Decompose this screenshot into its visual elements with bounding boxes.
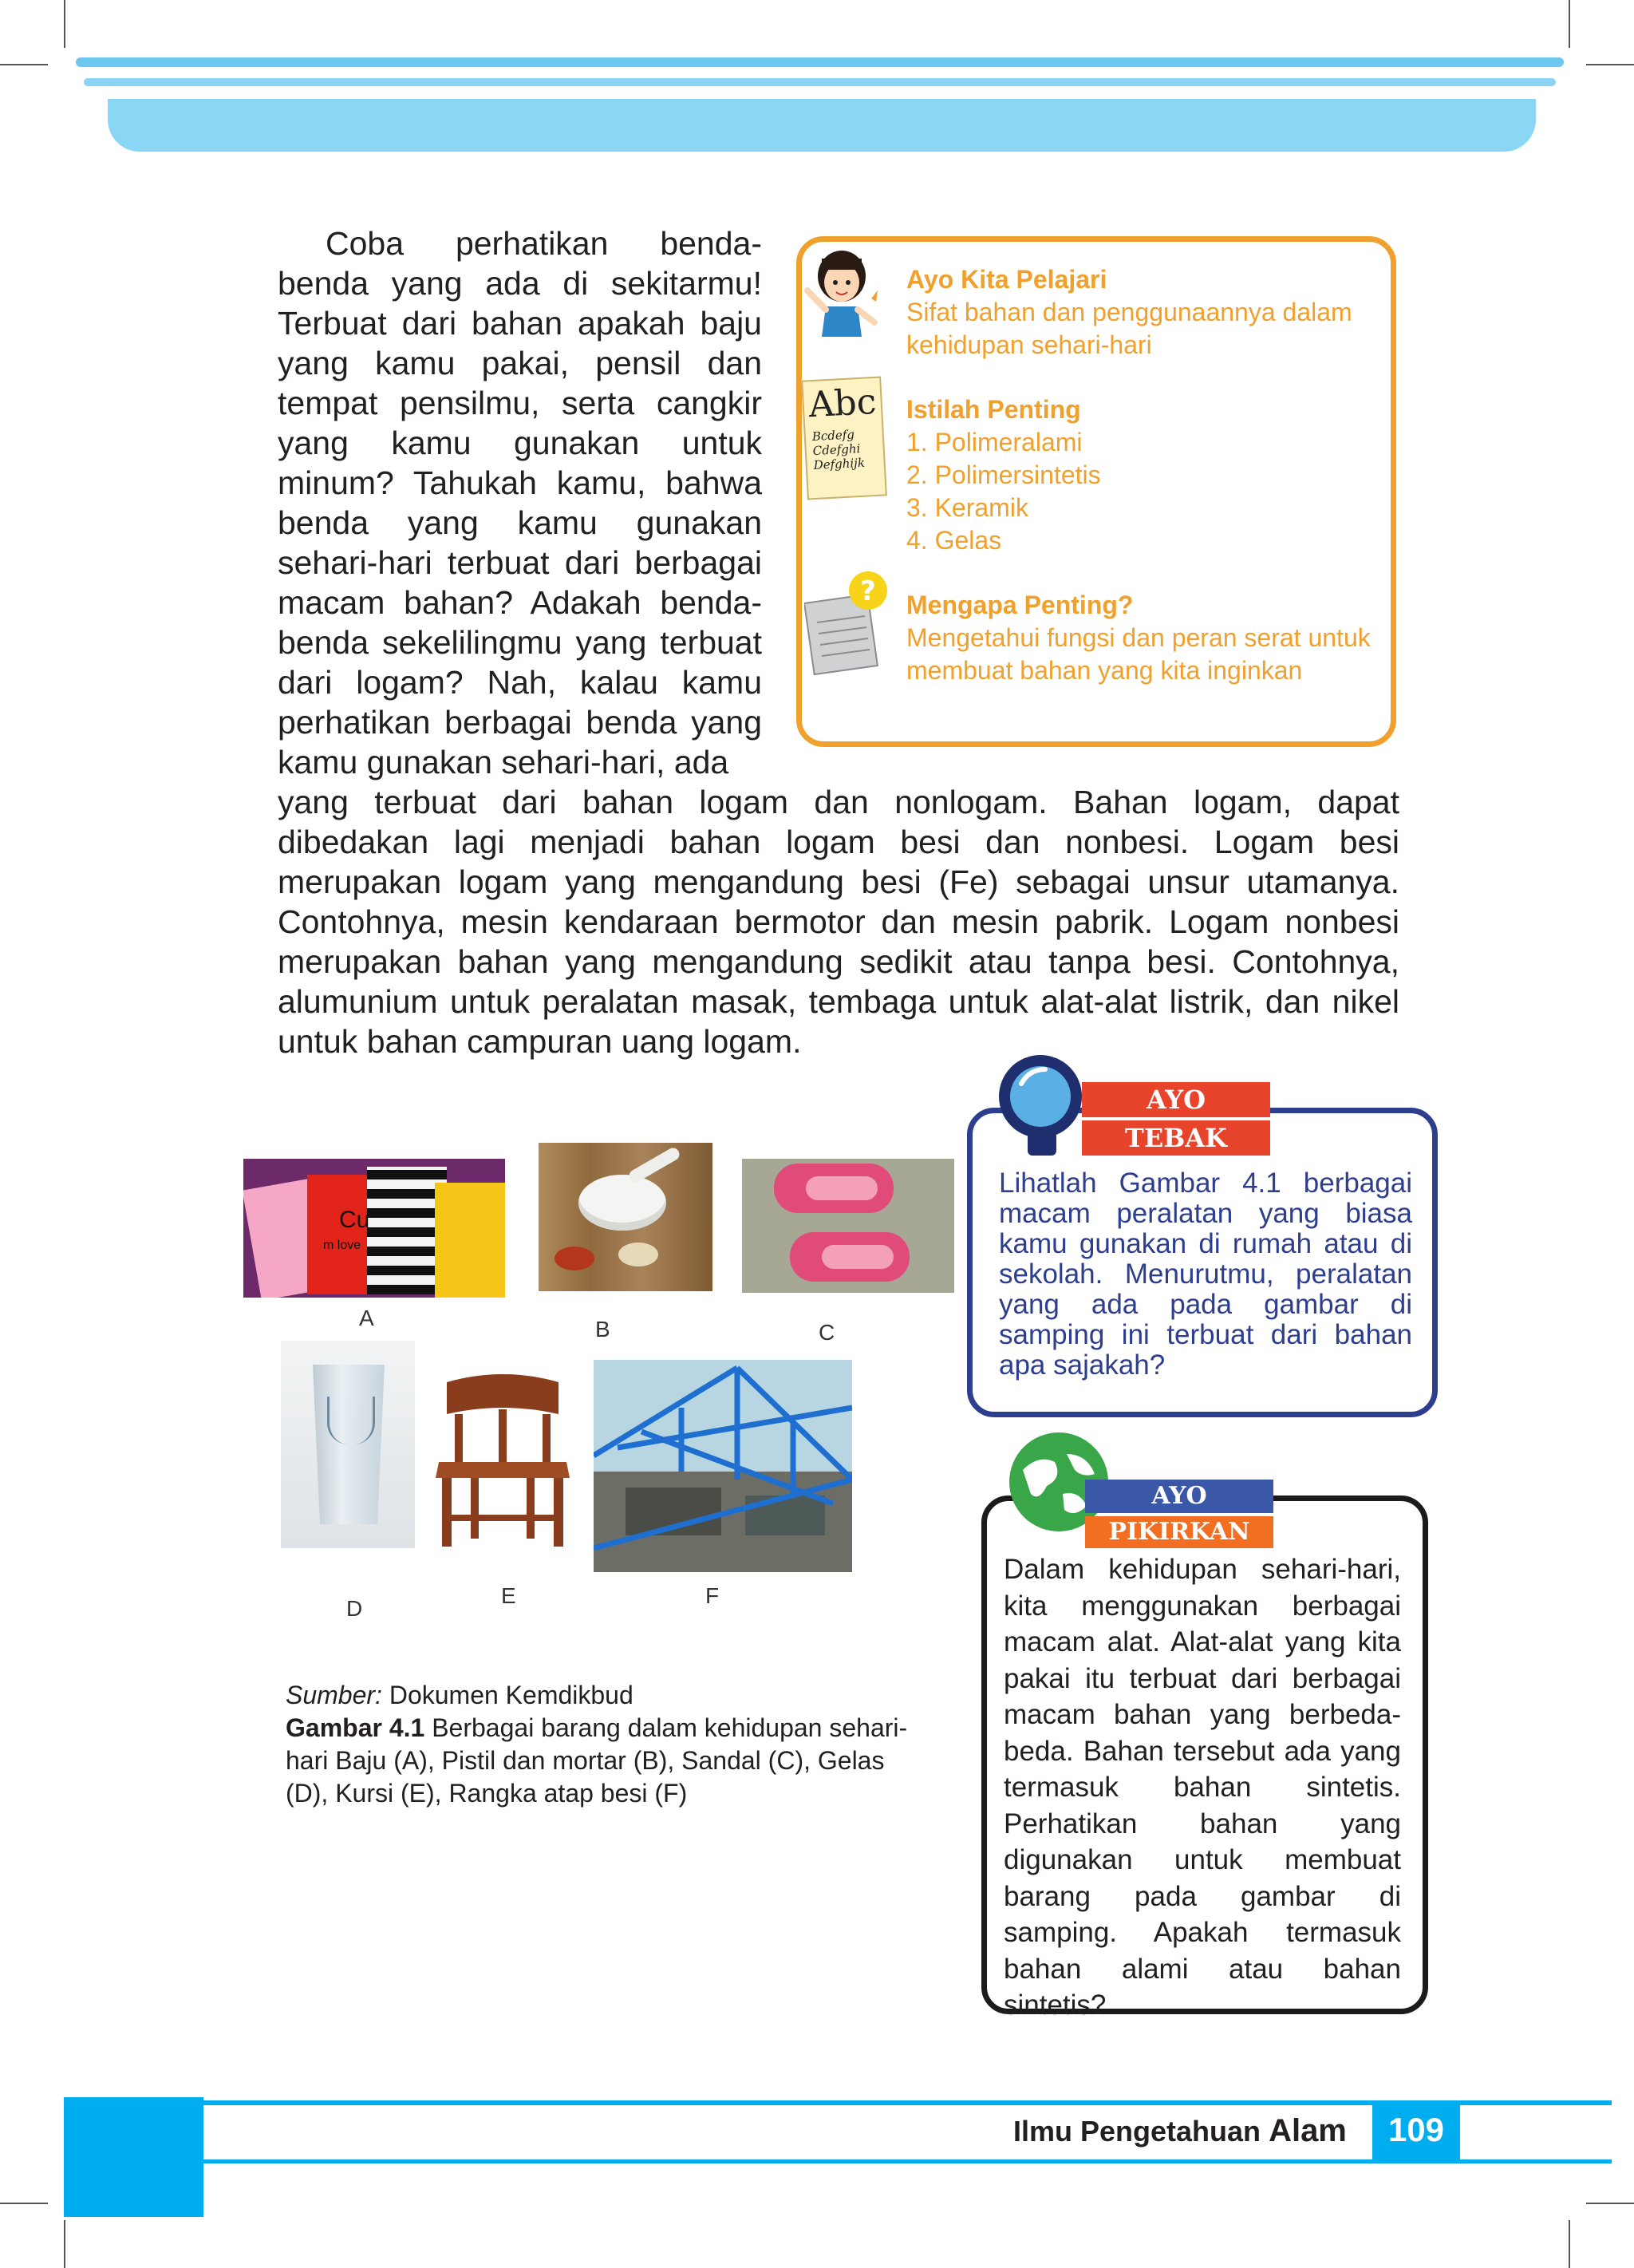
question-paper-icon <box>804 567 892 678</box>
crop-mark <box>1586 2203 1634 2204</box>
header-stripe <box>76 57 1564 67</box>
body-paragraph: yang terbuat dari bahan logam dan nonlogam. Bahan logam, dapat dibedakan lagi menjadi bahan logam besi dan nonbesi. Logam besi merupakan logam yang mengandung besi (Fe) sebagai unsur utamanya. Contohnya, mesin kendaraan bermotor dan mesin pabrik. Logam nonbesi merupakan bahan yang mengandung sedikit atau tanpa besi. Contohnya, alumunium untuk peralatan masak, tembaga untuk alat-alat listrik, dan nikel untuk bahan campuran uang logam. <box>278 784 1399 1060</box>
footer-block <box>64 2097 203 2217</box>
ayo-pikirkan-banner-top: AYO <box>1085 1480 1273 1513</box>
crop-mark <box>1586 64 1634 65</box>
page-number: 109 <box>1372 2100 1460 2159</box>
learning-text <box>906 263 1385 687</box>
shirt-print: m love <box>323 1239 361 1252</box>
header-band <box>108 99 1536 152</box>
shirt-print: Cu <box>339 1207 370 1233</box>
source-text: Dokumen Kemdikbud <box>389 1681 633 1709</box>
photo-sandals <box>742 1159 954 1293</box>
footer-book-title <box>1013 2113 1347 2149</box>
footer-line <box>203 2159 1612 2163</box>
term-item: 1. Polimeralami <box>906 428 1083 456</box>
term-item: 4. Gelas <box>906 526 1002 555</box>
figure-number: Gambar 4.1 <box>286 1713 425 1742</box>
figure-label-c: C <box>819 1320 835 1345</box>
ayo-tebak-text: Lihatlah Gambar 4.1 berbagai macam peralatan yang biasa kamu gunakan di rumah atau di sekolah. Menurutmu, peralatan yang ada pada gambar di samping ini terbuat dari bahan apa sajakah? <box>999 1168 1412 1381</box>
footer-title-big: Alam <box>1269 2113 1347 2148</box>
why-heading: Mengapa Penting? <box>906 591 1134 619</box>
notepad-line: Cdefghi <box>812 441 861 459</box>
figure-label-b: B <box>595 1317 610 1341</box>
figure-label-a: A <box>359 1306 374 1330</box>
intro-paragraph: Coba perhatikan benda-benda yang ada di sekitarmu! Terbuat dari bahan apakah baju yang kamu pakai, pensil dan tempat pensilmu, serta cangkir yang kamu gunakan untuk minum? Tahukah kamu, bahwa benda yang kamu gunakan sehari-hari terbuat dari berbagai macam bahan? Adakah benda-benda sekelilingmu yang terbuat dari logam? Nah, kalau kamu perhatikan berbagai benda yang kamu gunakan sehari-hari, ada <box>278 225 762 780</box>
terms-heading: Istilah Penting <box>906 395 1081 424</box>
notepad-line: Bcdefg <box>811 427 855 445</box>
notepad-abc-text: Abc <box>807 381 878 426</box>
why-description: Mengetahui fungsi dan peran serat untuk membuat bahan yang kita inginkan <box>906 623 1371 685</box>
term-item: 3. Keramik <box>906 493 1028 522</box>
notepad-line: Defghijk <box>813 455 866 473</box>
learn-description: Sifat bahan dan penggunaannya dalam kehidupan sehari-hari <box>906 298 1352 359</box>
crop-mark <box>0 64 48 65</box>
crop-mark <box>64 2220 65 2268</box>
crop-mark <box>1569 2220 1570 2268</box>
photo-roof-frame <box>594 1360 852 1572</box>
figure-description: Berbagai barang dalam kehidupan sehari-hari Baju (A), Pistil dan mortar (B), Sandal (C), Gelas (D), Kursi (E), Rangka atap besi (F) <box>286 1713 908 1808</box>
svg-text:?: ? <box>860 575 876 607</box>
footer-title-text: Ilmu Pengetahuan <box>1013 2115 1261 2147</box>
ayo-tebak-banner-top: AYO <box>1082 1082 1270 1117</box>
figure-caption <box>286 1679 908 1810</box>
source-label: Sumber: <box>286 1681 382 1709</box>
learn-heading: Ayo Kita Pelajari <box>906 265 1107 294</box>
lightbulb-icon <box>997 1052 1093 1164</box>
ayo-pikirkan-text: Dalam kehidupan sehari-hari, kita menggunakan berbagai macam alat. Alat-alat yang kita pakai itu terbuat dari berbagai macam bahan yang berbeda-beda. Bahan tersebut ada yang termasuk bahan sintetis. Perhatikan bahan yang digunakan untuk membuat barang pada gambar di samping. Apakah termasuk bahan alami atau bahan sintetis? <box>1004 1554 1401 2021</box>
header-stripe <box>84 78 1556 86</box>
figure-label-f: F <box>705 1583 720 1608</box>
photo-mortar <box>539 1143 712 1291</box>
figure-label-d: D <box>346 1596 363 1621</box>
term-item: 2. Polimersintetis <box>906 460 1101 489</box>
figure-label-e: E <box>501 1583 516 1608</box>
photo-chair <box>423 1366 582 1548</box>
crop-mark <box>0 2203 48 2204</box>
ayo-pikirkan-banner-bottom: PIKIRKAN <box>1085 1516 1273 1548</box>
crop-mark <box>64 0 65 48</box>
photo-glass <box>281 1341 415 1548</box>
ayo-tebak-banner-bottom: TEBAK <box>1082 1120 1270 1156</box>
notepad-icon <box>801 376 887 500</box>
girl-icon <box>798 243 886 346</box>
photo-shirts <box>243 1159 505 1298</box>
crop-mark <box>1569 0 1570 48</box>
